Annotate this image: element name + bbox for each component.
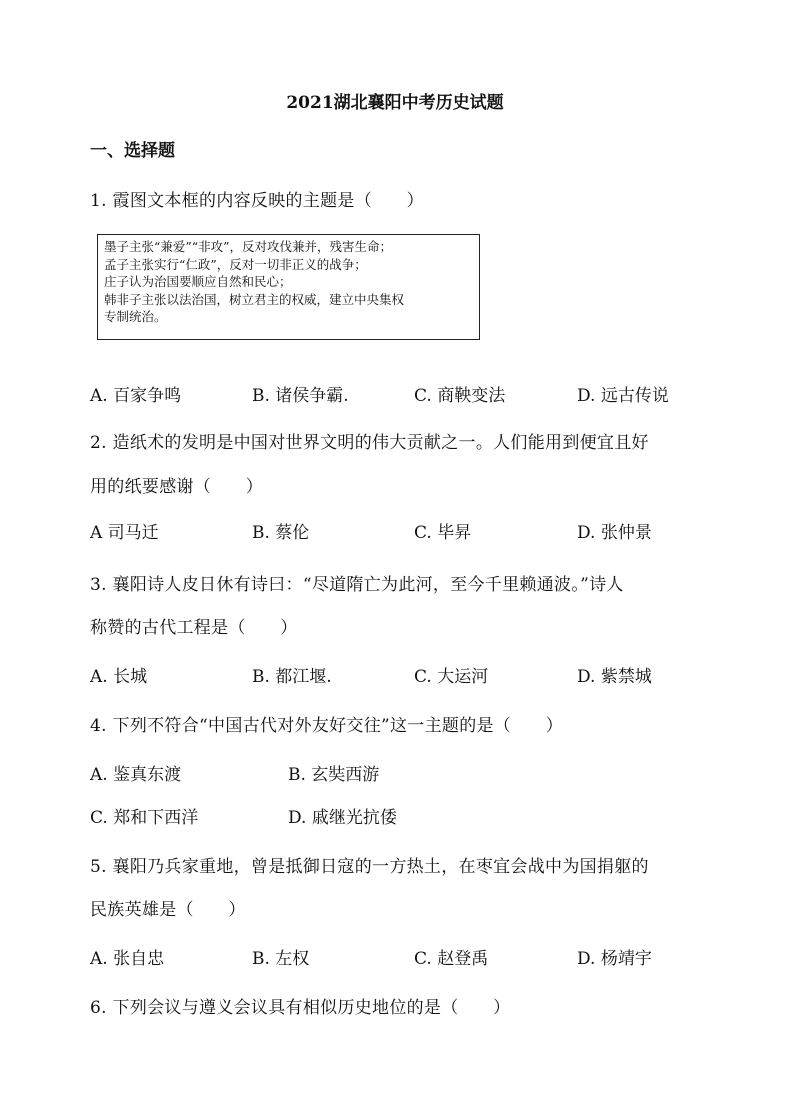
question-5-option-c: C. 赵登禹 xyxy=(414,949,489,969)
question-4-text: 4. 下列不符合“中国古代对外友好交往”这一主题的是（ ） xyxy=(90,716,564,736)
question-5-option-d: D. 杨靖宇 xyxy=(577,949,652,969)
question-2-option-c: C. 毕昇 xyxy=(414,523,472,543)
question-3-option-c: C. 大运河 xyxy=(414,667,489,687)
question-2-text-line-1: 2. 造纸术的发明是中国对世界文明的伟大贡献之一。人们能用到便宜且好 xyxy=(90,433,649,453)
question-4-option-a: A. 鉴真东渡 xyxy=(90,765,182,785)
question-2-option-d: D. 张仲景 xyxy=(577,523,652,543)
question-1-option-d: D. 远古传说 xyxy=(577,386,669,406)
question-1-quote-box xyxy=(97,234,480,340)
question-4-option-b: B. 玄奘西游 xyxy=(288,765,380,785)
question-2-option-a: A 司马迁 xyxy=(90,523,159,543)
question-5-option-b: B. 左权 xyxy=(252,949,310,969)
question-3-option-b: B. 都江堰. xyxy=(252,667,332,687)
question-5-text-line-1: 5. 襄阳乃兵家重地，曾是抵御日寇的一方热土，在枣宜会战中为国捐躯的 xyxy=(90,857,649,877)
question-1-option-c: C. 商鞅变法 xyxy=(414,386,506,406)
exam-title: 2021湖北襄阳中考历史试题 xyxy=(286,93,504,113)
question-1-option-a: A. 百家争鸣 xyxy=(90,386,182,406)
question-3-option-a: A. 长城 xyxy=(90,667,148,687)
question-3-text-line-2: 称赞的古代工程是（ ） xyxy=(90,618,298,638)
section-heading: 一、选择题 xyxy=(90,141,175,161)
question-1-option-b: B. 诸侯争霸. xyxy=(252,386,349,406)
question-4-option-c: C. 郑和下西洋 xyxy=(90,808,199,828)
quote-line: 孟子主张实行“仁政”，反对一切非正义的战争； xyxy=(104,256,367,272)
quote-line: 墨子主张“兼爱”“非攻”，反对攻伐兼并，残害生命； xyxy=(104,239,393,254)
question-3-text-line-1: 3. 襄阳诗人皮日休有诗曰：“尽道隋亡为此河，至今千里赖通波。”诗人 xyxy=(90,575,624,595)
quote-line: 韩非子主张以法治国，树立君主的权威，建立中央集权 xyxy=(104,291,405,307)
question-6-text: 6. 下列会议与遵义会议具有相似历史地位的是（ ） xyxy=(90,998,511,1018)
question-2-option-b: B. 蔡伦 xyxy=(252,523,310,543)
question-3-option-d: D. 紫禁城 xyxy=(577,667,652,687)
question-5-option-a: A. 张自忠 xyxy=(90,949,165,969)
question-2-text-line-2: 用的纸要感谢（ ） xyxy=(90,477,263,497)
quote-line: 专制统治。 xyxy=(104,309,167,324)
question-4-option-d: D. 戚继光抗倭 xyxy=(288,808,397,828)
question-5-text-line-2: 民族英雄是（ ） xyxy=(90,900,246,920)
quote-line: 庄子认为治国要顺应自然和民心； xyxy=(104,274,292,289)
question-1-text: 1. 霞图文本框的内容反映的主题是（ ） xyxy=(90,191,424,211)
